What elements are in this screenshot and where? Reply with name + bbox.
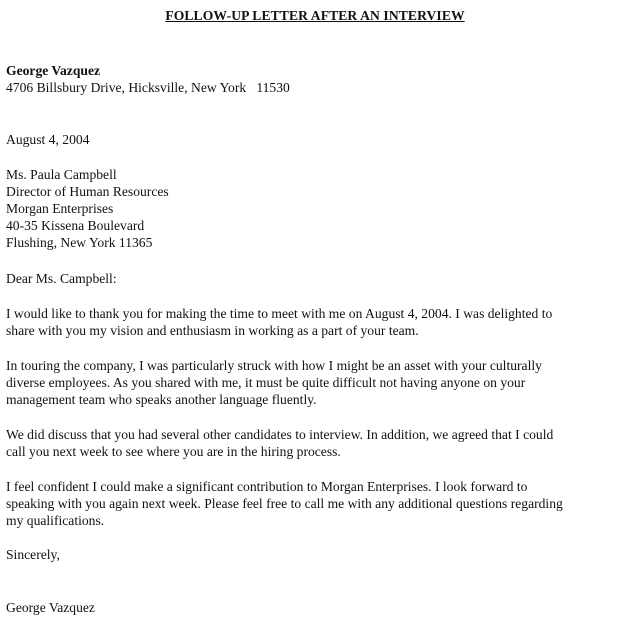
paragraph-line: my qualifications. xyxy=(6,513,105,528)
signature-name: George Vazquez xyxy=(6,600,95,615)
recipient-block xyxy=(6,166,626,251)
recipient-city: Flushing, New York 11365 xyxy=(6,235,153,250)
paragraph-4 xyxy=(6,478,626,529)
closing-text: Sincerely, xyxy=(6,547,60,562)
document-title: FOLLOW-UP LETTER AFTER AN INTERVIEW xyxy=(165,8,465,23)
paragraph-line: We did discuss that you had several other candidates to interview. In addition, we agreed that I could xyxy=(6,427,554,442)
salutation xyxy=(6,270,626,287)
paragraph-line: speaking with you again next week. Please feel free to call me with any additional questions regarding xyxy=(6,496,563,511)
paragraph-line: call you next week to see where you are in the hiring process. xyxy=(6,444,341,459)
paragraph-line: diverse employees. As you shared with me, it must be quite difficult not having anyone on your xyxy=(6,375,526,390)
recipient-title: Director of Human Resources xyxy=(6,184,169,199)
paragraph-line: In touring the company, I was particularly struck with how I might be an asset with your culturally xyxy=(6,358,542,373)
sender-block xyxy=(6,62,626,96)
paragraph-line: I feel confident I could make a significant contribution to Morgan Enterprises. I look forward to xyxy=(6,479,528,494)
sender-name: George Vazquez xyxy=(6,63,101,78)
sender-address: 4706 Billsbury Drive, Hicksville, New York 11530 xyxy=(6,80,290,95)
recipient-street: 40-35 Kissena Boulevard xyxy=(6,218,145,233)
paragraph-2 xyxy=(6,357,626,408)
letter-date xyxy=(6,131,626,148)
paragraph-3 xyxy=(6,426,626,460)
recipient-name: Ms. Paula Campbell xyxy=(6,167,117,182)
recipient-company: Morgan Enterprises xyxy=(6,201,114,216)
paragraph-line: I would like to thank you for making the time to meet with me on August 4, 2004. I was delighted to xyxy=(6,306,553,321)
signature xyxy=(6,599,626,616)
salutation-text: Dear Ms. Campbell: xyxy=(6,271,117,286)
date-text: August 4, 2004 xyxy=(6,132,90,147)
paragraph-1 xyxy=(6,305,626,339)
paragraph-line: management team who speaks another language fluently. xyxy=(6,392,317,407)
closing xyxy=(6,546,626,563)
paragraph-line: share with you my vision and enthusiasm in working as a part of your team. xyxy=(6,323,419,338)
